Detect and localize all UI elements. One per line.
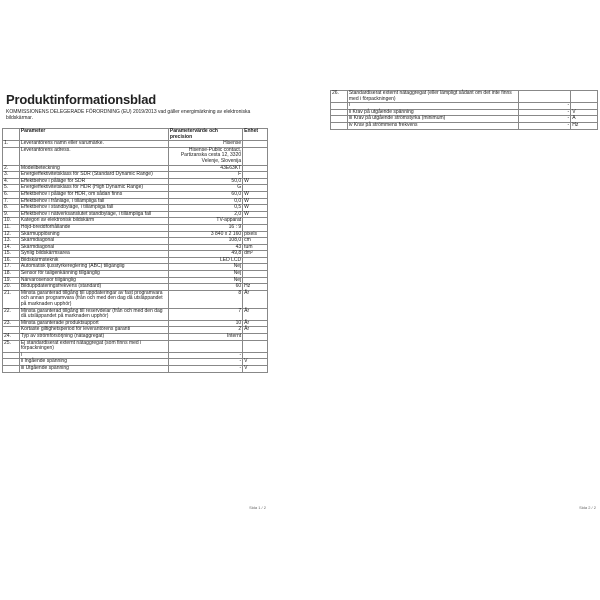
row-parameter: Ej standardiserat externt nätaggregat (som finns med i förpackningen) [19, 340, 168, 352]
row-parameter: Effektbehov i frånläge, i tillämpliga fall [19, 198, 168, 205]
row-number [3, 352, 20, 359]
table-row [331, 91, 598, 103]
row-value: 7 [168, 308, 242, 320]
row-parameter: Skärmdiagonal [19, 244, 168, 251]
regulation-subtitle: KOMMISSIONENS DELEGERADE FÖRORDNING (EU) 2019/2013 vad gäller energimärkning av elektroniska bildskärmar. [6, 109, 251, 121]
row-value: Nej [168, 264, 242, 271]
row-parameter: Kategori av elektronisk bildskärm [19, 218, 168, 225]
row-parameter: Automatisk ljusstyrkereglering (ABC) tillgänglig [19, 264, 168, 271]
row-parameter: Skärmupplösning [19, 231, 168, 238]
row-value [518, 91, 570, 103]
row-unit: År [243, 308, 268, 320]
row-number: 8. [3, 205, 20, 212]
row-unit: V [243, 365, 268, 372]
row-number: 4. [3, 178, 20, 185]
table-row [3, 340, 268, 352]
row-unit [243, 218, 268, 225]
row-parameter: Leverantörens adress. [19, 147, 168, 165]
row-value: 49,8 [168, 251, 242, 258]
page-title: Produktinformationsblad [6, 92, 156, 107]
header-value: Parametervärde och precision [168, 129, 242, 141]
row-unit: År [243, 327, 268, 334]
header-number [3, 129, 20, 141]
row-value [168, 340, 242, 352]
header-parameter: Parameter [19, 129, 168, 141]
row-parameter: iii Krav på utgående strömstyrka (minimum) [347, 116, 518, 123]
row-value: 0,0 [168, 198, 242, 205]
row-unit: Hz [243, 284, 268, 291]
row-parameter: iii Utgående spänning [19, 365, 168, 372]
row-parameter: Bildskärmsteknik [19, 257, 168, 264]
row-number [331, 103, 348, 110]
row-parameter: Skärmdiagonal [19, 238, 168, 245]
row-value: G [168, 185, 242, 192]
row-value: Internt [168, 334, 242, 341]
row-number: 21. [3, 290, 20, 308]
row-number [3, 147, 20, 165]
row-number: 18. [3, 271, 20, 278]
row-value: Hisense-Public contact, Partizanska cesta 12, 3320 Velenje, Slovenija [168, 147, 242, 165]
row-parameter: Sensor för taligenkänning tillgänglig [19, 271, 168, 278]
row-unit [243, 264, 268, 271]
row-number: 17. [3, 264, 20, 271]
row-value: 8 [168, 290, 242, 308]
row-value: 10 [168, 320, 242, 327]
row-value: 2,0 [168, 211, 242, 218]
row-parameter: Minsta garanterad tillgång till uppdateringar av fast programvara och annan programvara (från och med den dag då utsläppandet på marknaden upphör) [19, 290, 168, 308]
product-info-table [2, 128, 268, 373]
row-value: 50,0 [168, 178, 242, 185]
row-value: - [518, 122, 570, 129]
row-number: 11. [3, 224, 20, 231]
row-number: 24. [3, 334, 20, 341]
row-number: 20. [3, 284, 20, 291]
row-value: 43 [168, 244, 242, 251]
row-unit: dm² [243, 251, 268, 258]
row-value: 60 [168, 284, 242, 291]
row-value: 108,0 [168, 238, 242, 245]
row-parameter: Effektbehov i påläge för HDR, om sådan finns [19, 191, 168, 198]
row-value: Nej [168, 271, 242, 278]
row-parameter: Effektbehov i standbyläge, i tillämpliga fall [19, 205, 168, 212]
row-number: 25. [3, 340, 20, 352]
row-number: 10. [3, 218, 20, 225]
row-value: 16 : 9 [168, 224, 242, 231]
row-unit [243, 257, 268, 264]
row-parameter: Typ av strömförsörjning (nätaggregat) [19, 334, 168, 341]
row-parameter: Bilduppdateringsfrekvens (standard) [19, 284, 168, 291]
table-row [3, 147, 268, 165]
row-number: 19. [3, 277, 20, 284]
row-parameter: i [19, 352, 168, 359]
row-value: Hisense [168, 141, 242, 148]
row-parameter: Modellbeteckning [19, 165, 168, 172]
table-row [331, 122, 598, 129]
page-2 [326, 88, 600, 512]
row-number: 22. [3, 308, 20, 320]
row-value: 2 [168, 327, 242, 334]
row-unit: W [243, 205, 268, 212]
row-unit [243, 141, 268, 148]
row-value: - [168, 352, 242, 359]
row-value: 3 840 x 2 160 [168, 231, 242, 238]
row-parameter: Minsta garanterade produktsupport [19, 320, 168, 327]
row-number: 26. [331, 91, 348, 103]
row-value: - [518, 109, 570, 116]
row-unit: Hz [571, 122, 598, 129]
row-number [331, 122, 348, 129]
row-unit: V [571, 109, 598, 116]
row-number: 5. [3, 185, 20, 192]
row-number [3, 359, 20, 366]
table-row [3, 308, 268, 320]
row-unit [243, 340, 268, 352]
row-unit: W [243, 211, 268, 218]
table-row [3, 224, 268, 231]
row-number [331, 116, 348, 123]
page-footer: Sida 2 / 2 [579, 505, 596, 510]
row-unit [571, 91, 598, 103]
row-number: 14. [3, 244, 20, 251]
row-number: 23. [3, 320, 20, 327]
row-value: F [168, 172, 242, 179]
row-parameter: ii Krav på utgående spänning [347, 109, 518, 116]
row-unit: cm [243, 238, 268, 245]
row-parameter: Höjd-breddförhållande [19, 224, 168, 231]
row-unit: V [243, 359, 268, 366]
row-parameter: Effektbehov i påläge för SDR [19, 178, 168, 185]
row-unit [243, 334, 268, 341]
row-unit: År [243, 290, 268, 308]
row-value: TV-apparat [168, 218, 242, 225]
page-footer: Sida 1 / 2 [249, 505, 266, 510]
row-unit [243, 271, 268, 278]
row-value: LED LCD [168, 257, 242, 264]
row-number: 16. [3, 257, 20, 264]
row-number: 3. [3, 172, 20, 179]
row-parameter: ii Ingående spänning [19, 359, 168, 366]
row-value: 43E63KT [168, 165, 242, 172]
row-parameter: Närvarosensor tillgänglig [19, 277, 168, 284]
row-parameter: Energieffektivitetsklass för SDR (Standard Dynamic Range) [19, 172, 168, 179]
row-parameter: Effektbehov i nätverksanslutet standbyläge, i tillämpliga fall [19, 211, 168, 218]
row-parameter: Synlig bildskärmsarea [19, 251, 168, 258]
row-parameter: Kortaste giltighetsperiod för leverantörens garanti [19, 327, 168, 334]
power-supply-table [330, 90, 598, 130]
row-number: 1. [3, 141, 20, 148]
row-number: 2. [3, 165, 20, 172]
row-parameter: Standardiserat externt nätaggregat (eller lämpligt sådant om det inte finns med i förpackningen) [347, 91, 518, 103]
row-number: 9. [3, 211, 20, 218]
row-number [3, 365, 20, 372]
row-value: - [518, 103, 570, 110]
row-number: 6. [3, 191, 20, 198]
row-parameter: Energieffektivitetsklass för HDR (High Dynamic Range) [19, 185, 168, 192]
row-value: - [168, 359, 242, 366]
row-number [331, 109, 348, 116]
row-parameter: Leverantörens namn eller varumärke. [19, 141, 168, 148]
row-value: - [168, 365, 242, 372]
table-row [3, 290, 268, 308]
row-parameter: i [347, 103, 518, 110]
row-unit: W [243, 198, 268, 205]
table-row [3, 365, 268, 372]
row-value: - [518, 116, 570, 123]
row-parameter: iv Krav på strömmens frekvens [347, 122, 518, 129]
row-unit: A [571, 116, 598, 123]
row-value: Nej [168, 277, 242, 284]
row-unit [243, 224, 268, 231]
header-unit: Enhet [243, 129, 268, 141]
row-parameter: Minsta garanterad tillgång till reservdelar (från och med den dag då utsläppandet på marknaden upphör) [19, 308, 168, 320]
row-value: 0,5 [168, 205, 242, 212]
row-value: 60,0 [168, 191, 242, 198]
row-number: 15. [3, 251, 20, 258]
row-unit [243, 147, 268, 165]
page-1 [0, 88, 270, 512]
row-unit: W [243, 191, 268, 198]
row-unit: tum [243, 244, 268, 251]
row-number: 7. [3, 198, 20, 205]
row-unit: År [243, 320, 268, 327]
table-header-row [3, 129, 268, 141]
row-unit: pixels [243, 231, 268, 238]
row-number: 12. [3, 231, 20, 238]
row-unit [243, 165, 268, 172]
row-unit: W [243, 178, 268, 185]
row-number: 13. [3, 238, 20, 245]
